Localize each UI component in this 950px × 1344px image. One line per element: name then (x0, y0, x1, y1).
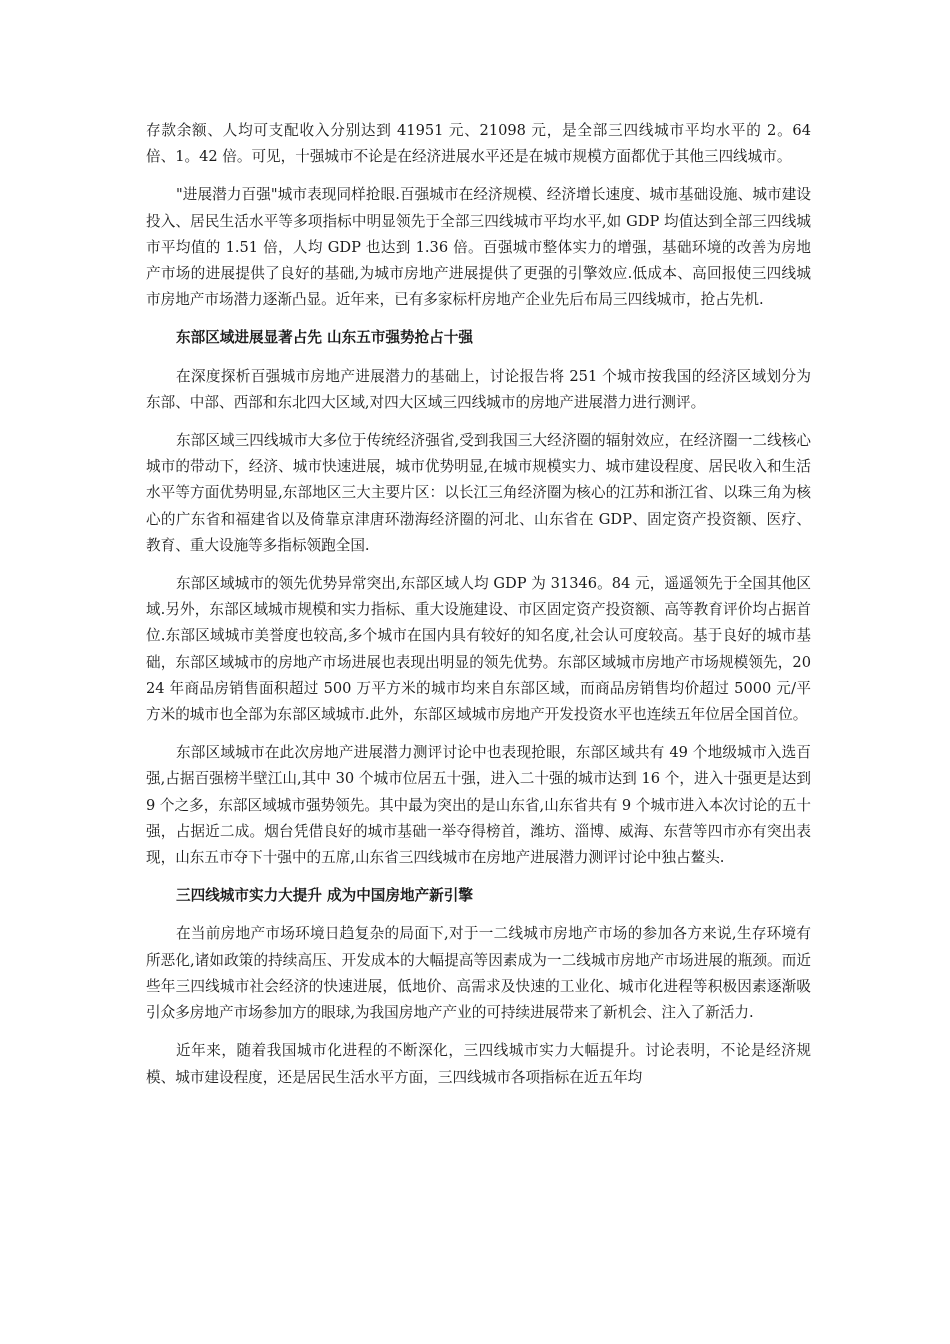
section-heading-tier34-engine: 三四线城市实力大提升 成为中国房地产新引擎 (176, 887, 473, 905)
paragraph-urbanization: 近年来，随着我国城市化进程的不断深化，三四线城市实力大幅提升。讨论表明，不论是经济规模、城市建设程度，还是居民生活水平方面，三四线城市各项指标在近五年均 (146, 1042, 811, 1086)
section-heading-east-region: 东部区域进展显著占先 山东五市强势抢占十强 (176, 329, 473, 347)
paragraph-east-economy: 东部区域三四线城市大多位于传统经济强省,受到我国三大经济圈的辐射效应，在经济圈一二线核心城市的带动下，经济、城市快速进展，城市优势明显,在城市规模实力、城市建设程度、居民收入和生活水平等方面优势明显,东部地区三大主要片区：以长江三角经济圈为核心的江苏和浙江省、以珠三角为核心的广东省和福建省以及倚靠京津唐环渤海经济圈的河北、山东省在 GDP、固定资产投资额、医疗、教育、重大设施等多指标领跑全国. (146, 432, 811, 554)
paragraph-potential-top100: "进展潜力百强"城市表现同样抢眼.百强城市在经济规模、经济增长速度、城市基础设施、城市建设投入、居民生活水平等多项指标中明显领先于全部三四线城市平均水平,如 GDP 均值达到全部三四线城市平均值的 1.51 倍，人均 GDP 也达到 1.36 倍。百强城市整体实力的增强，基础环境的改善为房地产市场的进展提供了良好的基础,为城市房地产进展提供了更强的引擎效应.低成本、高回报使三四线城市房地产市场潜力逐渐凸显。近年来，已有多家标杆房地产企业先后布局三四线城市，抢占先机. (146, 186, 811, 309)
paragraph-region-division: 在深度探析百强城市房地产进展潜力的基础上，讨论报告将 251 个城市按我国的经济区域划分为东部、中部、西部和东北四大区域,对四大区域三四线城市的房地产进展潜力进行测评。 (146, 367, 811, 411)
document-page (146, 118, 811, 1091)
paragraph-east-advantage: 东部区域城市的领先优势异常突出,东部区域人均 GDP 为 31346。84 元，遥遥领先于全国其他区域.另外，东部区域城市规模和实力指标、重大设施建设、市区固定资产投资额、高等教育评价均占据首位.东部区域城市美誉度也较高,多个城市在国内具有较好的知名度,社会认可度较高。基于良好的城市基础，东部区域城市的房地产市场进展也表现出明显的领先优势。东部区域城市房地产市场规模领先，2024 年商品房销售面积超过 500 万平方米的城市均来自东部区域，而商品房销售均价超过 5000 元/平方米的城市也全部为东部区域城市.此外，东部区域城市房地产开发投资水平也连续五年位居全国首位。 (146, 575, 811, 724)
paragraph-continuation: 存款余额、人均可支配收入分别达到 41951 元、21098 元，是全部三四线城市平均水平的 2。64 倍、1。42 倍。可见，十强城市不论是在经济进展水平还是在城市规模方面都优于其他三四线城市。 (146, 122, 811, 166)
paragraph-market-environment: 在当前房地产市场环境日趋复杂的局面下,对于一二线城市房地产市场的参加各方来说,生存环境有所恶化,诸如政策的持续高压、开发成本的大幅提高等因素成为一二线城市房地产市场进展的瓶颈。而近些年三四线城市社会经济的快速进展，低地价、高需求及快速的工业化、城市化进程等积极因素逐渐吸引众多房地产市场参加方的眼球,为我国房地产产业的可持续进展带来了新机会、注入了新活力. (146, 925, 811, 1022)
paragraph-east-ranking: 东部区域城市在此次房地产进展潜力测评讨论中也表现抢眼，东部区域共有 49 个地级城市入选百强,占据百强榜半壁江山,其中 30 个城市位居五十强，进入二十强的城市达到 16 个，进入十强更是达到 9 个之多，东部区域城市强势领先。其中最为突出的是山东省,山东省共有 9 个城市进入本次讨论的五十强，占据近二成。烟台凭借良好的城市基础一举夺得榜首，潍坊、淄博、威海、东营等四市亦有突出表现，山东五市夺下十强中的五席,山东省三四线城市在房地产进展潜力测评讨论中独占鳌头. (146, 744, 811, 867)
